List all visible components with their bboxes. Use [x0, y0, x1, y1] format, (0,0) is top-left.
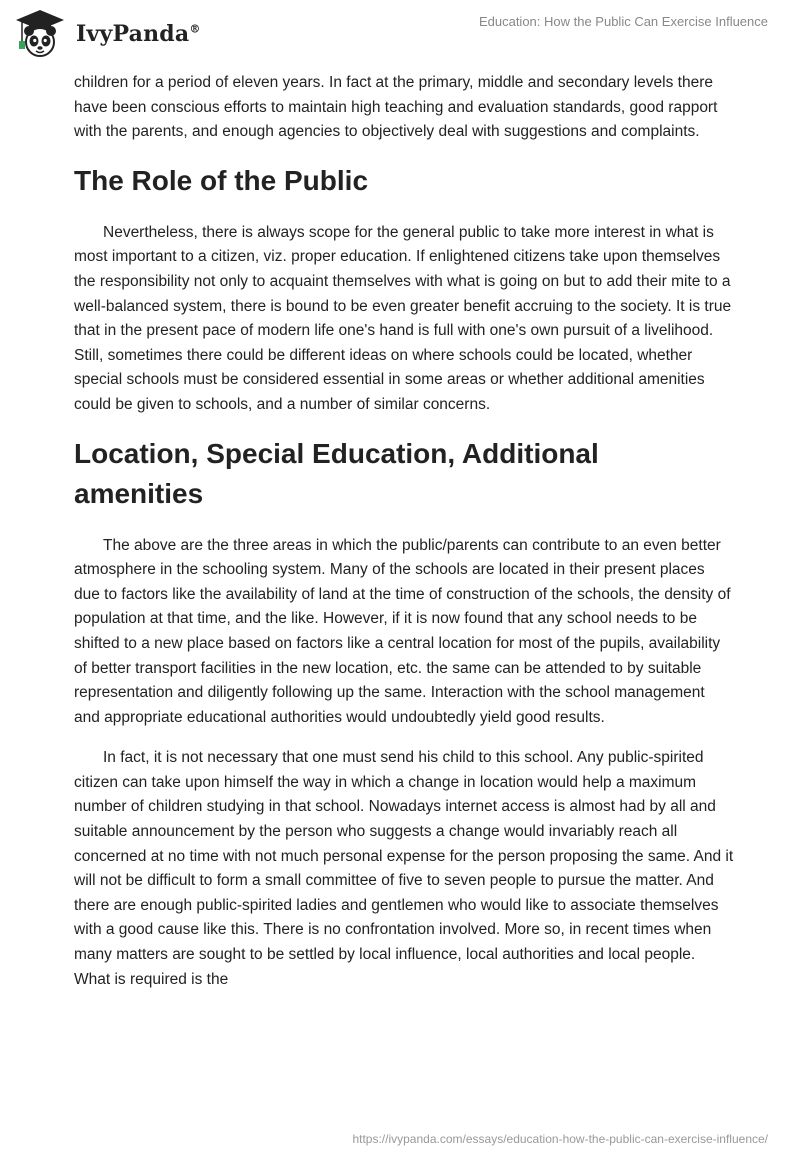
location-paragraph-2: In fact, it is not necessary that one must send his child to this school. Any public-spirited citizen can take upon himself the way in which a change in location would help a maximum number of children studying in that school. Nowadays internet access is almost had by all and suitable announcement by the person who suggests a change would invariably reach all concerned at no time with not much personal expense for the person proposing the same. And it will not be difficult to form a small committee of five to seven people to pursue the matter. And there are enough public-spirited ladies and gentlemen who would like to associate themselves with a good cause like this. There is no confrontation involved. More so, in recent times when many matters are sought to be settled by local influence, local authorities and local people. What is required is the: [74, 749, 734, 988]
brand-name-text: IvyPanda: [76, 21, 190, 47]
brand-name: [76, 21, 201, 47]
intro-paragraph: children for a period of eleven years. In fact at the primary, middle and secondary levels there have been conscious efforts to maintain high teaching and evaluation standards, good rapport with the parents, and enough agencies to objectively deal with suggestions and complaints.: [74, 74, 718, 141]
role-of-public-paragraph: Nevertheless, there is always scope for the general public to take more interest in what is most important to a citizen, viz. proper education. If enlightened citizens take upon themselves the responsibility not only to acquaint themselves with what is going on but to add their mite to a well-balanced system, there is bound to be even greater benefit accruing to the society. It is true that in the present pace of modern life one's hand is full with one's own pursuit of a livelihood. Still, sometimes there could be different ideas on where schools could be located, whether special schools must be considered essential in some areas or whether additional amenities could be given to schools, and a number of similar concerns.: [74, 223, 732, 413]
registered-mark: ®: [189, 22, 201, 36]
article-body: [74, 71, 734, 1008]
source-url[interactable]: https://ivypanda.com/essays/education-how-the-public-can-exercise-influence/: [352, 1132, 768, 1146]
panda-graduation-cap-icon: [12, 8, 68, 60]
section-heading-role-of-public: The Role of the Public: [74, 164, 369, 196]
ivypanda-logo[interactable]: [12, 8, 201, 60]
section-heading-location: Location, Special Education, Additional amenities: [74, 437, 599, 509]
document-title: Education: How the Public Can Exercise Influence: [478, 14, 768, 29]
location-paragraph-1: The above are the three areas in which the public/parents can contribute to an even better atmosphere in the schooling system. Many of the schools are located in their present places due to factors like the availability of land at the time of construction of the schools, the density of population at that time, and the like. However, if it is now found that any school needs to be shifted to a new place based on factors like a central location for most of the pupils, availability of better transport facilities in the new location, etc. the same can be attended to by suitable representation and diligently following up the same. Interaction with the school management and appropriate educational authorities would undoubtedly yield good results.: [74, 536, 731, 726]
page-header: [0, 0, 800, 70]
